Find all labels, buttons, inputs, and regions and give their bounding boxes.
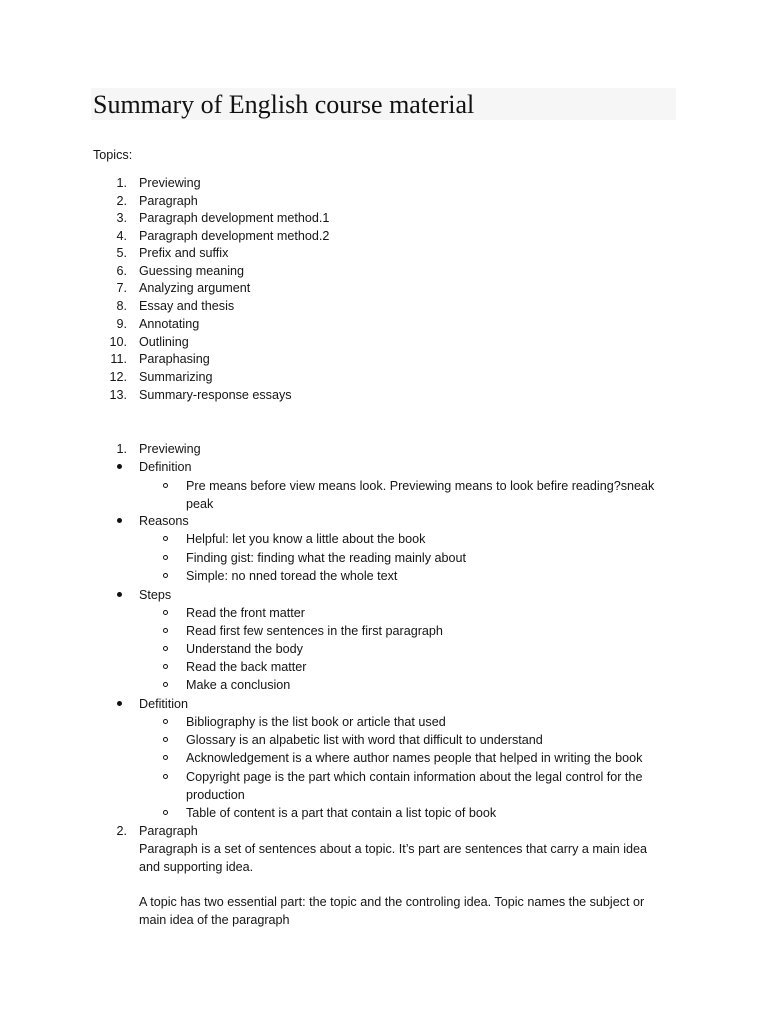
list-number: 13. xyxy=(109,388,127,402)
list-number: 4. xyxy=(116,229,127,243)
list-number: 12. xyxy=(109,370,127,384)
section-number: 2. xyxy=(116,824,127,838)
circle-bullet-icon xyxy=(163,810,168,815)
sub-item: Make a conclusion xyxy=(186,678,291,692)
circle-bullet-icon xyxy=(163,682,168,687)
sub-item-continued: peak xyxy=(186,497,214,511)
bullet-icon xyxy=(117,592,122,597)
sub-item: Acknowledgement is a where author names people that helped in writing the book xyxy=(186,751,643,765)
list-number: 2. xyxy=(116,194,127,208)
bullet-icon xyxy=(117,518,122,523)
list-number: 8. xyxy=(116,299,127,313)
list-number: 10. xyxy=(109,335,127,349)
list-item: Summarizing xyxy=(139,370,213,384)
paragraph-line: and supporting idea. xyxy=(139,860,254,874)
list-item: Paragraph development method.2 xyxy=(139,229,330,243)
sub-item: Simple: no nned toread the whole text xyxy=(186,569,398,583)
section-heading: Previewing xyxy=(139,442,201,456)
paragraph-line: Paragraph is a set of sentences about a topic. It’s part are sentences that carry a main idea xyxy=(139,842,648,856)
list-number: 6. xyxy=(116,264,127,278)
bullet-label: Defitition xyxy=(139,697,188,711)
list-number: 1. xyxy=(116,176,127,190)
circle-bullet-icon xyxy=(163,755,168,760)
topics-label: Topics: xyxy=(93,148,133,162)
paragraph-line: main idea of the paragraph xyxy=(139,913,290,927)
list-number: 9. xyxy=(116,317,127,331)
list-item: Paragraph xyxy=(139,194,198,208)
circle-bullet-icon xyxy=(163,628,168,633)
list-number: 11. xyxy=(110,352,127,366)
circle-bullet-icon xyxy=(163,774,168,779)
section-number: 1. xyxy=(116,442,127,456)
circle-bullet-icon xyxy=(163,737,168,742)
sub-item: Helpful: let you know a little about the book xyxy=(186,532,426,546)
list-number: 3. xyxy=(116,211,127,225)
circle-bullet-icon xyxy=(163,555,168,560)
sub-item: Read the back matter xyxy=(186,660,307,674)
sub-item: Table of content is a part that contain a list topic of book xyxy=(186,806,497,820)
sub-item: Understand the body xyxy=(186,642,303,656)
bullet-label: Reasons xyxy=(139,514,189,528)
list-item: Prefix and suffix xyxy=(139,246,229,260)
circle-bullet-icon xyxy=(163,719,168,724)
sub-item: Copyright page is the part which contain information about the legal control for the xyxy=(186,770,643,784)
circle-bullet-icon xyxy=(163,664,168,669)
circle-bullet-icon xyxy=(163,536,168,541)
sub-item: Finding gist: finding what the reading mainly about xyxy=(186,551,467,565)
list-item: Essay and thesis xyxy=(139,299,235,313)
list-item: Outlining xyxy=(139,335,189,349)
section-heading: Paragraph xyxy=(139,824,198,838)
sub-item: Glossary is an alpabetic list with word that difficult to understand xyxy=(186,733,543,747)
circle-bullet-icon xyxy=(163,573,168,578)
list-item: Analyzing argument xyxy=(139,281,251,295)
list-item: Paragraph development method.1 xyxy=(139,211,330,225)
page-title: Summary of English course material xyxy=(93,90,475,119)
list-number: 5. xyxy=(116,246,127,260)
sub-item-continued: production xyxy=(186,788,245,802)
sub-item: Pre means before view means look. Previewing means to look befire reading?sneak xyxy=(186,479,655,493)
sub-item: Bibliography is the list book or article that used xyxy=(186,715,446,729)
circle-bullet-icon xyxy=(163,646,168,651)
bullet-icon xyxy=(117,701,122,706)
list-item: Summary-response essays xyxy=(139,388,292,402)
circle-bullet-icon xyxy=(163,610,168,615)
list-item: Guessing meaning xyxy=(139,264,245,278)
sub-item: Read the front matter xyxy=(186,606,306,620)
bullet-icon xyxy=(117,464,122,469)
circle-bullet-icon xyxy=(163,483,168,488)
sub-item: Read first few sentences in the first paragraph xyxy=(186,624,443,638)
paragraph-line: A topic has two essential part: the topic and the controling idea. Topic names the subject or xyxy=(139,895,645,909)
list-item: Annotating xyxy=(139,317,200,331)
list-number: 7. xyxy=(116,281,127,295)
bullet-label: Definition xyxy=(139,460,192,474)
list-item: Previewing xyxy=(139,176,201,190)
list-item: Paraphasing xyxy=(139,352,210,366)
bullet-label: Steps xyxy=(139,588,172,602)
